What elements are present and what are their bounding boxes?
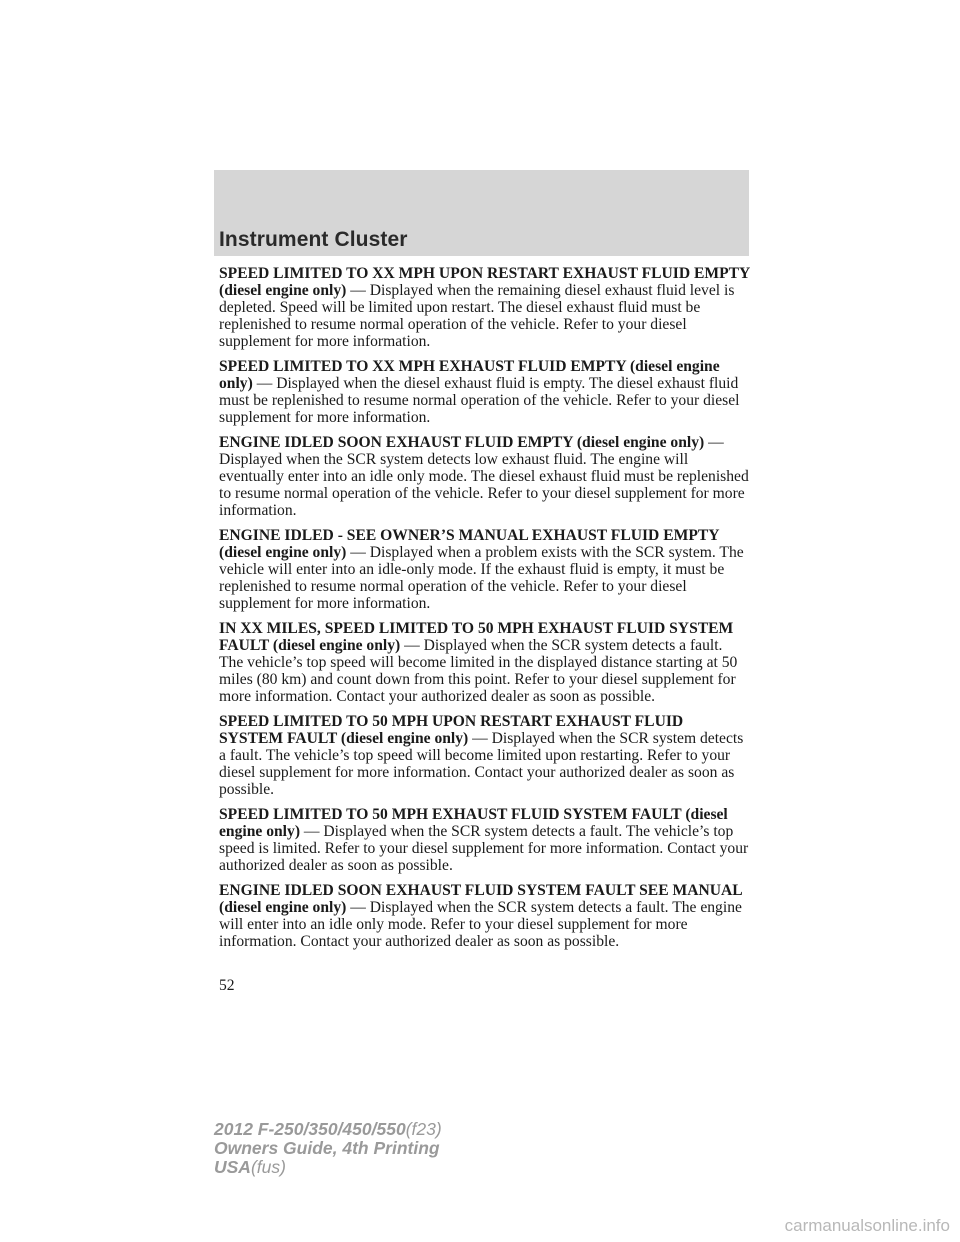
footer-model-line (214, 1120, 442, 1139)
message-heading: SPEED LIMITED TO 50 MPH UPON RESTART EXHAUST FLUID SYSTEM FAULT (diesel engine only) (219, 713, 684, 748)
message-description: — Displayed when the SCR system detects a fault. The vehicle’s top speed will become limited in the displayed distance starting at 50 miles (80 km) and count down from this point. Refer to your diesel supplement for more information. Contact your authorized dealer as soon as possible. (219, 637, 738, 705)
footer-region: USA (214, 1157, 251, 1177)
message-heading: IN XX MILES, SPEED LIMITED TO 50 MPH EXHAUST FLUID SYSTEM FAULT (diesel engine only) (219, 620, 734, 655)
message-heading: SPEED LIMITED TO XX MPH UPON RESTART EXHAUST FLUID EMPTY (diesel engine only) (219, 265, 750, 299)
message-heading: ENGINE IDLED SOON EXHAUST FLUID EMPTY (diesel engine only) (219, 434, 705, 452)
message-description: — Displayed when the remaining diesel exhaust fluid level is depleted. Speed will be limited upon restart. The diesel exhaust fluid must be replenished to resume normal operation of the vehicle. Refer to your diesel supplement for more information. (219, 281, 735, 350)
message-entry (219, 621, 750, 706)
footer-model-code: (f23) (405, 1119, 442, 1139)
message-description: — Displayed when a problem exists with the SCR system. The vehicle will enter into an idle-only mode. If the exhaust fluid is empty, it must be replenished to resume normal operation of the vehicle. Refer to your diesel supplement for more information. (219, 544, 744, 612)
message-entry (219, 359, 750, 427)
page-number: 52 (219, 977, 235, 994)
footer-guide: Owners Guide, 4th Printing (214, 1138, 440, 1158)
footer-region-code: (fus) (250, 1157, 286, 1177)
footer-region-line (214, 1158, 442, 1177)
message-heading: ENGINE IDLED - SEE OWNER’S MANUAL EXHAUST FLUID EMPTY (diesel engine only) (219, 527, 719, 562)
message-entry (219, 714, 750, 799)
message-heading: ENGINE IDLED SOON EXHAUST FLUID SYSTEM FAULT SEE MANUAL (diesel engine only) (219, 882, 742, 917)
message-entry (219, 266, 750, 351)
message-description: — Displayed when the SCR system detects a fault. The engine will enter into an idle only mode. Refer to your diesel supplement for more information. Contact your authorized dealer as soon as possible. (219, 899, 742, 951)
message-description: — Displayed when the SCR system detects low exhaust fluid. The engine will eventually enter into an idle only mode. The diesel exhaust fluid must be replenished to resume normal operation of the vehicle. Refer to your diesel supplement for more information. (219, 434, 749, 519)
message-entry (219, 883, 750, 951)
message-entry (219, 528, 750, 613)
section-title: Instrument Cluster (219, 228, 408, 251)
document-footer (214, 1120, 442, 1177)
message-entry (219, 435, 750, 520)
footer-model: 2012 F-250/350/450/550 (214, 1119, 406, 1139)
message-heading: SPEED LIMITED TO 50 MPH EXHAUST FLUID SYSTEM FAULT (diesel engine only) (219, 806, 728, 841)
message-list (219, 266, 750, 960)
message-description: — Displayed when the SCR system detects a fault. The vehicle’s top speed is limited. Refer to your diesel supplement for more information. Contact your authorized dealer as soon as possible. (219, 823, 749, 874)
watermark: carmanualsonline.info (784, 1216, 950, 1235)
message-entry (219, 807, 750, 875)
message-description: — Displayed when the diesel exhaust fluid is empty. The diesel exhaust fluid must be replenished to resume normal operation of the vehicle. Refer to your diesel supplement for more information. (219, 374, 740, 426)
message-heading: SPEED LIMITED TO XX MPH EXHAUST FLUID EMPTY (diesel engine only) (219, 358, 720, 392)
section-header-band (214, 170, 749, 256)
message-description: — Displayed when the SCR system detects a fault. The vehicle’s top speed will become limited upon restarting. Refer to your diesel supplement for more information. Contact your authorized dealer as soon as possible. (219, 730, 744, 798)
